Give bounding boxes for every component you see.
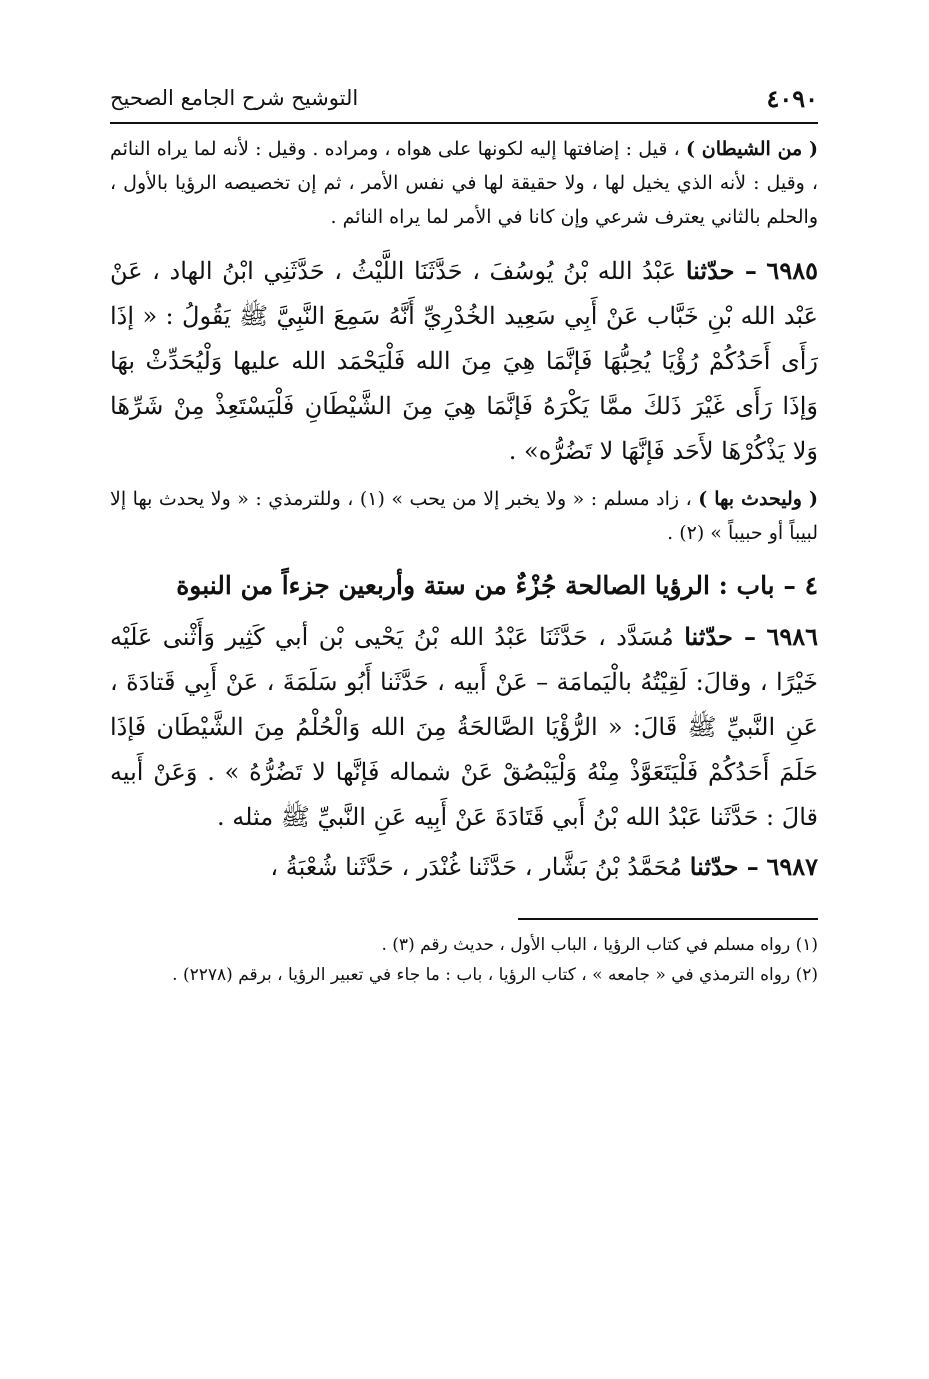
commentary-paragraph <box>110 482 818 550</box>
footnote-divider <box>518 918 818 920</box>
hadith-text: عَبْدُ الله بْنُ يُوسُفَ ، حَدَّثَنَا اللَّيْثُ ، حَدَّثَنِي ابْنُ الهاد ، عَنْ عَبْد الله بْنِ خَبَّاب عَنْ أَبِي سَعِيد الخُدْرِيِّ أَنَّهُ سَمِعَ النَّبِيَّ ﷺ يَقُولُ : « إذَا رَأَى أَحَدُكُمْ رُؤْيَا يُحِبُّهَا فَإنَّمَا هِيَ مِنَ الله فَلْيَحْمَد الله عليها وَلْيُحَدِّثْ بهَا وَإذَا رَأَى غَيْرَ ذَلكَ ممَّا يَكْرَهُ فَإنَّمَا هِيَ مِنَ الشَّيْطَانِ فَلْيَسْتَعِذْ مِنْ شَرِّهَا وَلا يَذْكُرْهَا لأَحَد فَإنَّهَا لا تَضُرُّه» . <box>110 257 818 465</box>
page-header <box>110 80 818 124</box>
commentary-text: ، قيل : إضافتها إليه لكونها على هواه ، ومراده . وقيل : لأنه لما يراه النائم ، وقيل : لأنه الذي يخيل لها ، ولا حقيقة لها في نفس الأمر ، ثم إن تخصيصه الرؤيا بالأول ، والحلم بالثاني يعترف شرعي وإن كانا في الأمر لما يراه النائم . <box>110 138 818 228</box>
commentary-lemma: ( من الشيطان ) <box>685 138 818 160</box>
hadith-lead: – حدّثنا <box>684 622 757 651</box>
hadith-text: مُحَمَّدُ بْنُ بَشَّار ، حَدَّثَنا غُنْدَر ، حَدَّثَنا شُعْبَةُ ، <box>270 853 683 881</box>
footnote-1: (١) رواه مسلم في كتاب الرؤيا ، الباب الأول ، حديث رقم (٣) . <box>381 935 818 955</box>
hadith-number: ٦٩٨٥ <box>766 256 818 285</box>
chapter-heading: ٤ – باب : الرؤيا الصالحة جُزْءٌ من ستة وأربعين جزءاً من النبوة <box>176 571 818 600</box>
hadith-6985 <box>110 248 818 474</box>
hadith-6987 <box>110 844 818 890</box>
running-title: التوشيح شرح الجامع الصحيح <box>110 86 359 110</box>
hadith-6986 <box>110 614 818 840</box>
hadith-lead: – حدّثنا <box>685 256 757 285</box>
commentary-paragraph <box>110 132 818 234</box>
book-page <box>110 80 818 990</box>
hadith-number: ٦٩٨٧ <box>766 852 818 881</box>
hadith-lead: – حدّثنا <box>689 852 759 881</box>
footnote-2: (٢) رواه الترمذي في « جامعه » ، كتاب الرؤيا ، باب : ما جاء في تعبير الرؤيا ، برقم (٢٢٧٨) . <box>172 965 818 985</box>
commentary-lemma: ( وليحدث بها ) <box>698 488 818 510</box>
commentary-text: ، زاد مسلم : « ولا يخبر إلا من يحب » (١) ، وللترمذي : « ولا يحدث بها إلا لبيباً أو حبيباً » (٢) . <box>110 488 818 544</box>
hadith-number: ٦٩٨٦ <box>766 622 819 651</box>
page-number: ٤٠٩٠ <box>766 84 818 113</box>
hadith-text: مُسَدَّد ، حَدَّثَنَا عَبْدُ الله بْنُ يَحْيى بْن أبي كَثِير وَأَثْنى عَلَيْه خَيْرًا ، وقالَ: لَقِيْتُهُ بالْيَمامَة – عَنْ أَبيه ، حَدَّثَنا أَبُو سَلَمَةَ ، عَنْ أَبِي قَتادَةَ ، عَنِ النَّبيِّ ﷺ قَالَ: « الرُّؤْيَا الصَّالحَةُ مِنَ الله وَالْحُلْمُ مِنَ الشَّيْطَان فَإذَا حَلَمَ أَحَدُكُمْ فَلْيَتَعَوَّذْ مِنْهُ وَلْيَبْصُقْ عَنْ شماله فَإنَّها لا تَضُرُّهُ » . وَعَنْ أَبيه قالَ : حَدَّثَنا عَبْدُ الله بْنُ أَبي قَتَادَةَ عَنْ أَبِيه عَنِ النَّبيِّ ﷺ مثله . <box>110 623 818 831</box>
